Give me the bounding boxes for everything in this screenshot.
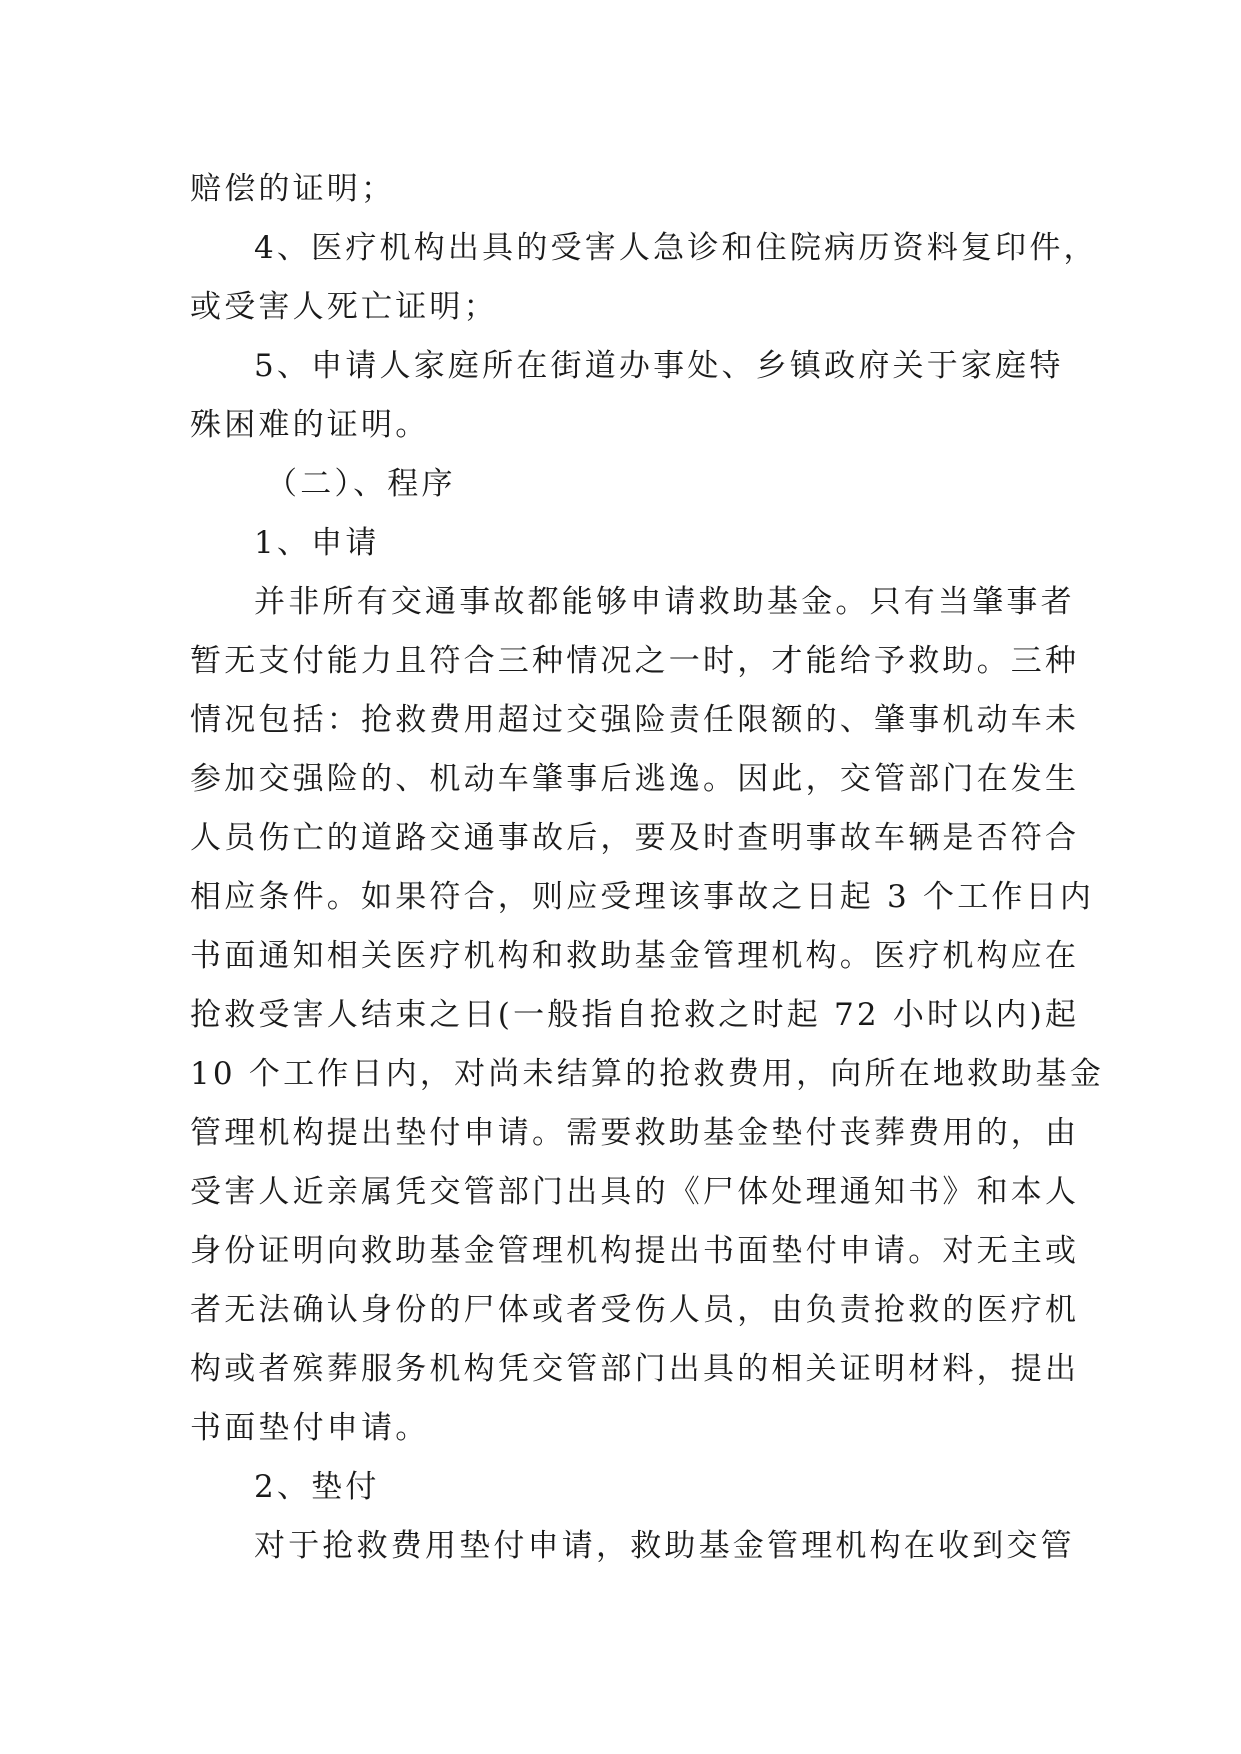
paragraph-line: 参加交强险的、机动车肇事后逃逸。因此，交管部门在发生 <box>190 761 1080 797</box>
paragraph-line: 情况包括：抢救费用超过交强险责任限额的、肇事机动车未 <box>190 702 1080 738</box>
paragraph-line: 并非所有交通事故都能够申请救助基金。只有当肇事者 <box>254 584 1075 620</box>
paragraph-line: 对于抢救费用垫付申请，救助基金管理机构在收到交管 <box>254 1528 1075 1564</box>
text-line: 或受害人死亡证明； <box>190 289 498 325</box>
section-heading-procedure: （二）、程序 <box>266 466 456 502</box>
subheading-advance-payment: 2、垫付 <box>254 1469 380 1505</box>
paragraph-line: 身份证明向救助基金管理机构提出书面垫付申请。对无主或 <box>190 1233 1080 1269</box>
paragraph-line: 者无法确认身份的尸体或者受伤人员，由负责抢救的医疗机 <box>190 1292 1080 1328</box>
paragraph-line: 构或者殡葬服务机构凭交管部门出具的相关证明材料，提出 <box>190 1351 1080 1387</box>
paragraph-line: 相应条件。如果符合，则应受理该事故之日起 3 个工作日内 <box>190 879 1095 915</box>
paragraph-line: 抢救受害人结束之日(一般指自抢救之时起 72 小时以内)起 <box>190 997 1080 1033</box>
list-item-5: 5、申请人家庭所在街道办事处、乡镇政府关于家庭特 <box>254 348 1064 384</box>
list-item-4: 4、医疗机构出具的受害人急诊和住院病历资料复印件， <box>254 230 1098 266</box>
paragraph-line: 10 个工作日内，对尚未结算的抢救费用，向所在地救助基金 <box>190 1056 1104 1092</box>
paragraph-line: 书面垫付申请。 <box>190 1410 430 1446</box>
document-body <box>190 160 1104 1576</box>
paragraph-line: 管理机构提出垫付申请。需要救助基金垫付丧葬费用的，由 <box>190 1115 1080 1151</box>
paragraph-line: 人员伤亡的道路交通事故后，要及时查明事故车辆是否符合 <box>190 820 1080 856</box>
subheading-application: 1、申请 <box>254 525 380 561</box>
paragraph-line: 暂无支付能力且符合三种情况之一时，才能给予救助。三种 <box>190 643 1080 679</box>
text-line: 殊困难的证明。 <box>190 407 430 443</box>
paragraph-line: 受害人近亲属凭交管部门出具的《尸体处理通知书》和本人 <box>190 1174 1080 1210</box>
paragraph-line: 书面通知相关医疗机构和救助基金管理机构。医疗机构应在 <box>190 938 1080 974</box>
text-line: 赔偿的证明； <box>190 171 396 207</box>
